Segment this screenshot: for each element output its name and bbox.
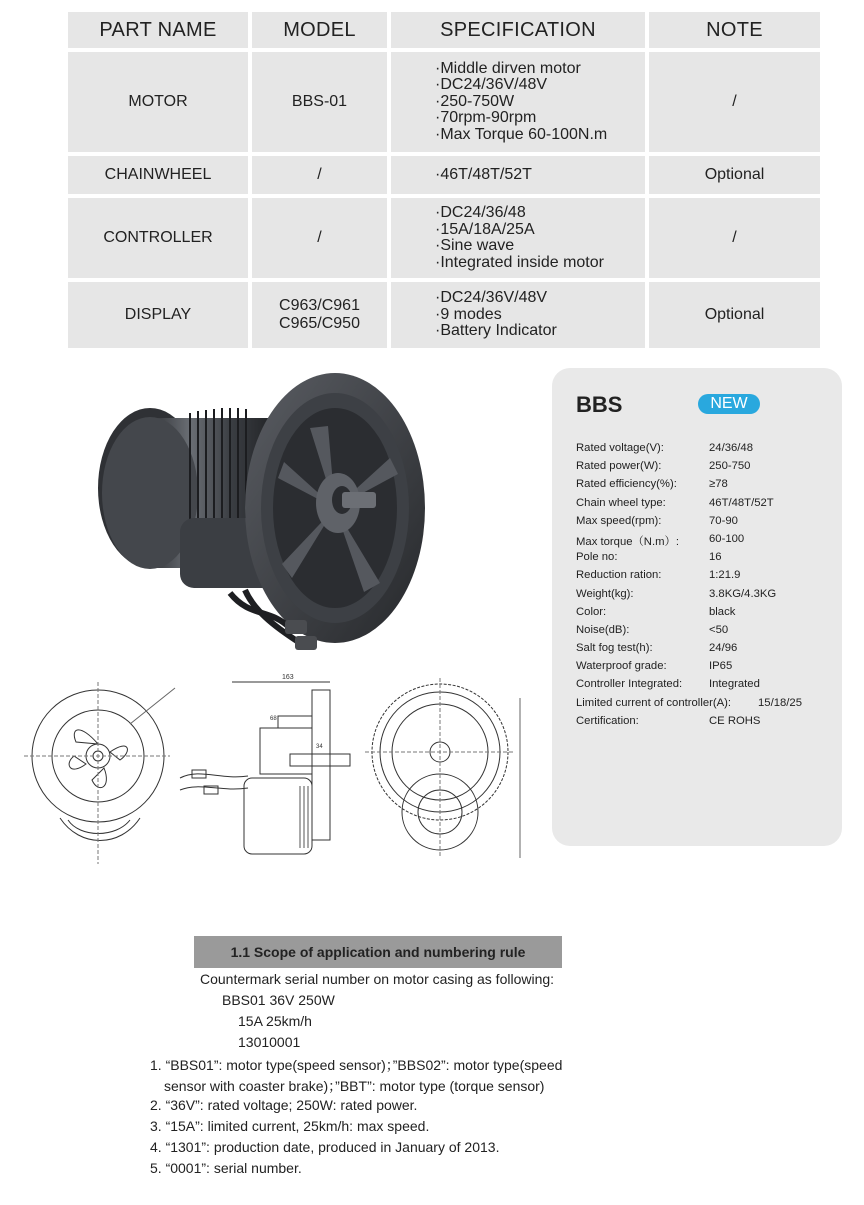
spec-row: [576, 569, 838, 587]
spec-value: Integrated: [709, 678, 760, 691]
technical-drawings: [20, 668, 540, 876]
spec-value: 3.8KG/4.3KG: [709, 587, 777, 600]
spec-value: 70-90: [709, 514, 738, 527]
section-title: 1.1 Scope of application and numbering rule: [194, 936, 562, 968]
spec-key: Salt fog test(h):: [576, 642, 653, 655]
spec-value: IP65: [709, 660, 733, 673]
spec-row: [576, 660, 838, 678]
spec-key: Controller Integrated:: [576, 678, 683, 691]
spec-row: [576, 588, 838, 606]
spec-value: 24/36/48: [709, 442, 753, 454]
dim-label-2: 34: [316, 744, 323, 750]
rule-intro: Countermark serial number on motor casing as following:: [200, 971, 555, 987]
spec-key: Noise(dB):: [576, 623, 630, 636]
spec-line: ·70rpm-90rpm: [435, 109, 537, 127]
spec-cell: [391, 52, 645, 152]
spec-line: ·250-750W: [435, 92, 515, 110]
spec-key: Rated voltage(V):: [576, 442, 664, 454]
new-badge: NEW: [698, 394, 760, 414]
part-cell: CHAINWHEEL: [68, 156, 248, 194]
rule-item: sensor with coaster brake)；”BBT”: motor type (torque sensor): [164, 1078, 545, 1094]
serial-line: 13010001: [238, 1034, 301, 1050]
model-cell: BBS-01: [252, 52, 387, 152]
spec-line: ·DC24/36V/48V: [435, 289, 548, 307]
spec-row: [576, 442, 838, 460]
spec-value: CE ROHS: [709, 714, 761, 727]
model-cell: /: [252, 156, 387, 194]
table-row: [68, 198, 820, 278]
spec-key: Waterproof grade:: [576, 660, 667, 673]
spec-line: ·DC24/36/48: [435, 204, 526, 221]
serial-line: BBS01 36V 250W: [222, 992, 335, 1008]
rule-item: 1. “BBS01”: motor type(speed sensor)；”BBS02”: motor type(speed: [150, 1057, 563, 1073]
spec-key: Color:: [576, 605, 607, 618]
dim-width-label: 163: [282, 674, 294, 681]
spec-cell: [391, 156, 645, 194]
spec-row: [576, 606, 838, 624]
front-view-drawing: [24, 682, 175, 864]
model-cell: /: [252, 198, 387, 278]
spec-key: Rated power(W):: [576, 460, 662, 473]
spec-line: ·Middle dirven motor: [435, 59, 581, 77]
spec-value: ≥78: [709, 478, 728, 491]
spec-value: 15/18/25: [758, 696, 802, 709]
spec-row: [576, 497, 838, 515]
spec-line: ·Battery Indicator: [435, 322, 557, 340]
spec-row: [576, 697, 838, 715]
table-row: [68, 52, 820, 152]
spec-value: black: [709, 605, 736, 618]
spec-line: ·46T/48T/52T: [435, 165, 532, 183]
bbs-spec-panel: [552, 368, 842, 846]
spec-key: Max torque（N.m）:: [576, 535, 679, 548]
part-cell: CONTROLLER: [68, 198, 248, 278]
rule-item: 4. “1301”: production date, produced in January of 2013.: [150, 1139, 500, 1155]
spec-line: ·Integrated inside motor: [435, 253, 604, 271]
spec-cell: [391, 282, 645, 348]
header-model: MODEL: [252, 12, 387, 48]
spec-row: [576, 478, 838, 496]
spec-line: ·15A/18A/25A: [435, 220, 535, 238]
spec-key: Limited current of controller(A):: [576, 696, 732, 709]
spec-line: ·Sine wave: [435, 237, 515, 254]
model-line: C963/C961: [279, 297, 360, 314]
spec-key: Pole no:: [576, 551, 618, 564]
spec-value: 60-100: [709, 532, 745, 545]
dim-label-1: 68: [270, 716, 277, 722]
spec-value: 1:21.9: [709, 569, 741, 582]
spec-cell: [391, 198, 645, 278]
spec-row: [576, 533, 838, 551]
spec-row: [576, 624, 838, 642]
note-cell: /: [649, 198, 820, 278]
spec-table: [64, 8, 824, 352]
spec-row: [576, 642, 838, 660]
spec-key: Reduction ration:: [576, 569, 662, 582]
spec-line: ·9 modes: [435, 305, 502, 323]
header-specification: SPECIFICATION: [391, 12, 645, 48]
chainwheel-view-drawing: [365, 678, 520, 858]
spec-key: Chain wheel type:: [576, 496, 666, 509]
spec-row: [576, 715, 838, 733]
header-part-name: PART NAME: [68, 12, 248, 48]
table-row: [68, 156, 820, 194]
spec-key: Certification:: [576, 714, 639, 727]
spec-line: ·DC24/36V/48V: [435, 76, 548, 94]
side-view-drawing: [180, 674, 350, 854]
part-cell: DISPLAY: [68, 282, 248, 348]
note-cell: Optional: [649, 282, 820, 348]
rule-item: 2. “36V”: rated voltage; 250W: rated power.: [150, 1097, 418, 1113]
note-cell: /: [649, 52, 820, 152]
spec-line: ·Max Torque 60-100N.m: [435, 125, 608, 143]
motor-photo: [80, 368, 430, 658]
rule-item: 3. “15A”: limited current, 25km/h: max speed.: [150, 1118, 430, 1134]
spec-key: Max speed(rpm):: [576, 514, 662, 527]
spec-value: 46T/48T/52T: [709, 496, 774, 509]
model-cell: [252, 282, 387, 348]
table-row: [68, 282, 820, 348]
table-header-row: [68, 12, 820, 48]
header-note: NOTE: [649, 12, 820, 48]
note-cell: Optional: [649, 156, 820, 194]
spec-row: [576, 460, 838, 478]
spec-key: Weight(kg):: [576, 587, 634, 600]
spec-key: Rated efficiency(%):: [576, 478, 677, 491]
serial-line: 15A 25km/h: [238, 1013, 312, 1029]
spec-value: <50: [709, 623, 729, 636]
part-cell: MOTOR: [68, 52, 248, 152]
spec-row: [576, 551, 838, 569]
spec-value: 24/96: [709, 642, 738, 655]
panel-spec-list: [576, 442, 838, 733]
spec-row: [576, 515, 838, 533]
panel-title: BBS: [576, 392, 623, 417]
rule-item: 5. “0001”: serial number.: [150, 1160, 302, 1176]
model-line: C965/C950: [279, 315, 360, 332]
spec-value: 250-750: [709, 460, 751, 473]
spec-value: 16: [709, 551, 722, 564]
spec-row: [576, 678, 838, 696]
